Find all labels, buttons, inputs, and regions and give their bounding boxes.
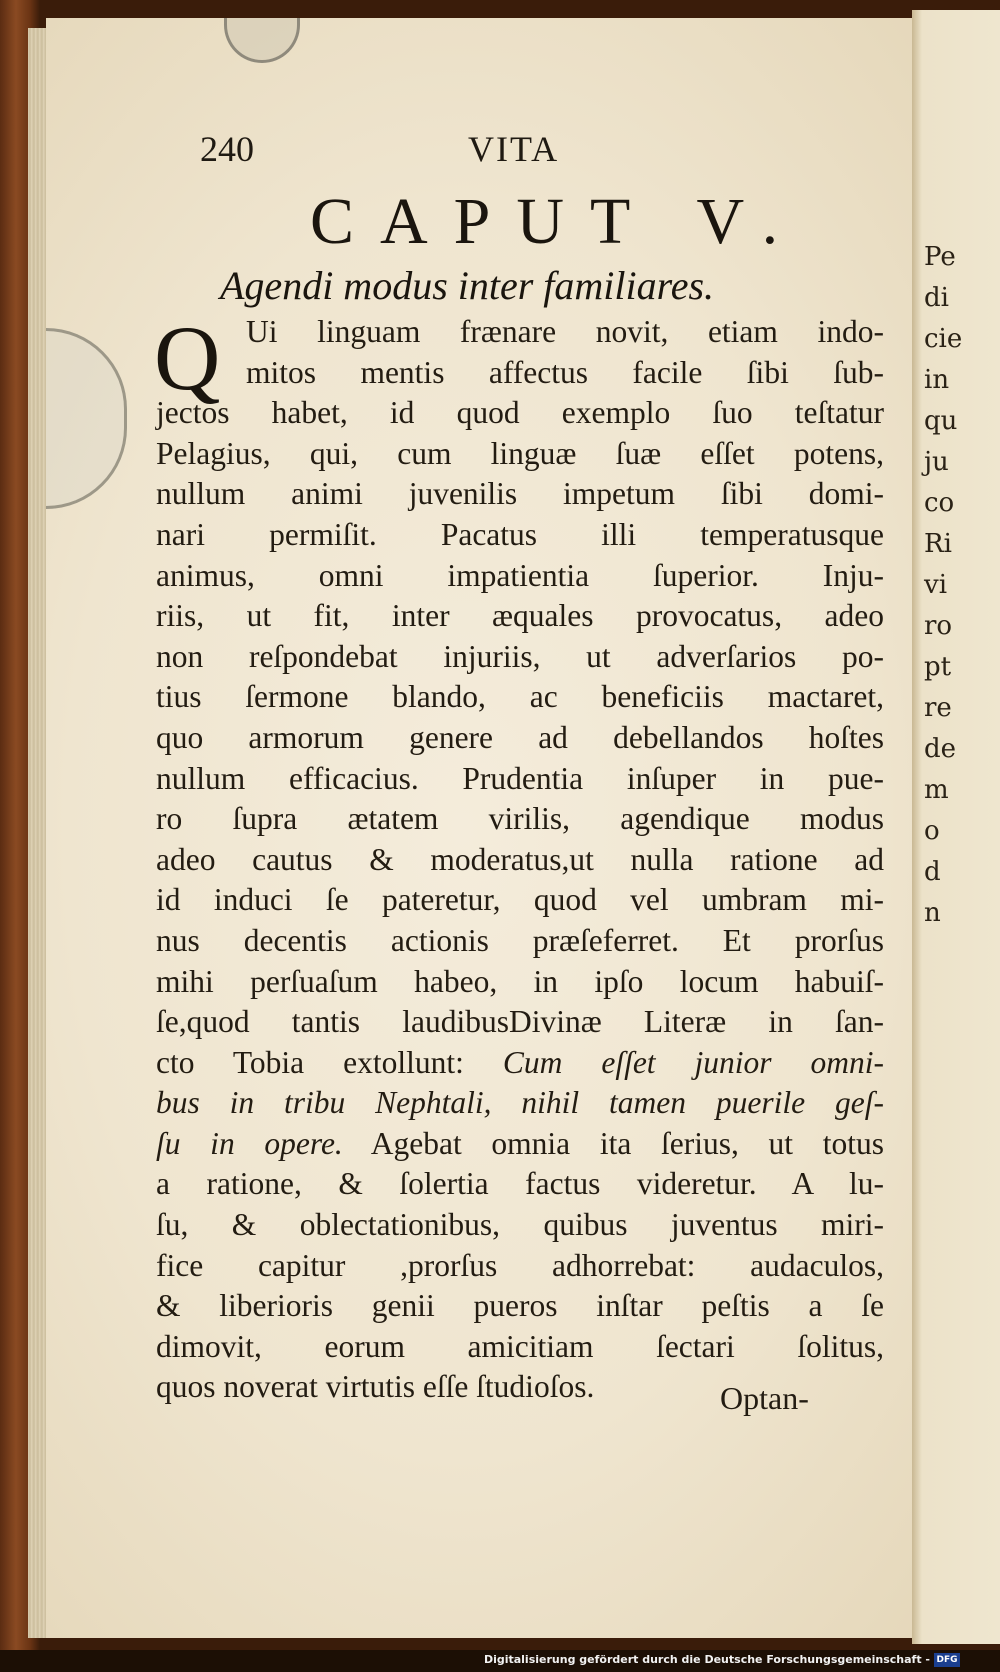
text-line: Ui linguam frænare novit, etiam indo- <box>246 314 884 349</box>
text-line: & liberioris genii pueros inſtar peſtis a ſe <box>156 1288 884 1324</box>
text-line: mitos mentis affectus facile ſibi ſub- <box>246 354 884 390</box>
adjacent-page-fragment: d <box>924 857 941 887</box>
adjacent-page-fragment: m <box>924 775 949 805</box>
footer-credit: Digitalisierung gefördert durch die Deutsche Forschungsgemeinschaft - <box>483 1653 930 1666</box>
text-line: ſu, & oblectationibus, quibus juventus miri- <box>156 1207 884 1243</box>
text-line: adeo cautus & moderatus,ut nulla ratione ad <box>156 841 884 877</box>
adjacent-page-fragment: de <box>924 734 957 764</box>
adjacent-page-fragment: Ri <box>924 529 952 559</box>
italic-quote: Cum eſſet junior omni- <box>502 1044 885 1080</box>
text-line: id induci ſe pateretur, quod vel umbram mi- <box>156 882 884 918</box>
text-line: mihi perſuaſum habeo, in ipſo locum habuiſ- <box>156 963 884 999</box>
text-line: nari permiſit. Pacatus illi temperatusque <box>156 516 884 552</box>
text-line: nus decentis actionis præſeferret. Et prorſus <box>156 922 884 958</box>
paper-clip <box>46 328 127 509</box>
dfg-logo: DFG <box>934 1653 960 1667</box>
text-line: ro ſupra ætatem virilis, agendique modus <box>156 801 884 837</box>
adjacent-page-fragment: cie <box>924 324 963 354</box>
text-line: Pelagius, qui, cum linguæ ſuæ eſſet potens, <box>156 435 884 471</box>
footer-bar <box>0 1650 1000 1672</box>
italic-quote: ſu in opere. <box>156 1125 343 1161</box>
adjacent-page-fragment: ro <box>924 611 953 641</box>
adjacent-page-fragment: o <box>924 816 940 846</box>
catchword: Optan- <box>720 1380 809 1416</box>
text-line-with-quote <box>156 1124 884 1165</box>
text-line: quos noverat virtutis eſſe ſtudioſos. <box>156 1369 595 1405</box>
text-line: tius ſermone blando, ac beneficiis mactaret, <box>156 679 884 715</box>
adjacent-page-fragment: Pe <box>924 242 956 272</box>
text-line: nullum efficacius. Prudentia inſuper in pue- <box>156 760 884 796</box>
drop-cap: Q <box>154 307 221 409</box>
page-number: 240 <box>200 129 254 169</box>
adjacent-page-fragment: n <box>924 898 941 928</box>
adjacent-page-fragment: vi <box>924 570 948 600</box>
text-line: non reſpondebat injuriis, ut adverſarios po- <box>156 638 884 674</box>
page-header <box>200 128 900 168</box>
adjacent-page-fragment: di <box>924 283 949 313</box>
text-line: animus, omni impatientia ſuperior. Inju- <box>156 557 884 593</box>
text-line: riis, ut fit, inter æquales provocatus, adeo <box>156 598 884 634</box>
running-head: VITA <box>468 129 560 169</box>
text-line: nullum animi juvenilis impetum ſibi domi- <box>156 476 884 512</box>
adjacent-page-fragment: qu <box>924 406 958 436</box>
adjacent-page-fragment: ju <box>924 447 949 477</box>
text-segment: cto Tobia extollunt: <box>156 1044 464 1080</box>
paper-clip-top <box>224 18 300 63</box>
adjacent-page-fragment: re <box>924 693 952 723</box>
text-line-with-quote <box>156 1043 884 1084</box>
text-line: ſe,quod tantis laudibusDivinæ Literæ in ſan- <box>156 1004 884 1040</box>
adjacent-page-fragment: co <box>924 488 955 518</box>
text-line: bus in tribu Nephtali, nihil tamen puerile geſ- <box>156 1085 884 1121</box>
adjacent-page-edge <box>912 10 1000 1644</box>
adjacent-page-fragment: in <box>924 365 950 395</box>
text-line: fice capitur ,prorſus adhorrebat: audaculos, <box>156 1247 884 1283</box>
text-line: dimovit, eorum amicitiam ſectari ſolitus, <box>156 1328 884 1364</box>
body-text <box>154 307 885 1408</box>
chapter-subtitle: Agendi modus inter familiares. <box>220 263 715 308</box>
adjacent-page-fragment: pt <box>924 652 952 682</box>
text-line: quo armorum genere ad debellandos hoſtes <box>156 719 884 755</box>
chapter-title: CAPUT V. <box>310 185 805 258</box>
text-segment: Agebat omnia ita ſerius, ut totus <box>370 1125 884 1161</box>
text-line: a ratione, & ſolertia factus videretur. A lu- <box>156 1166 884 1202</box>
text-line: jectos habet, id quod exemplo ſuo teſtatur <box>156 395 884 431</box>
